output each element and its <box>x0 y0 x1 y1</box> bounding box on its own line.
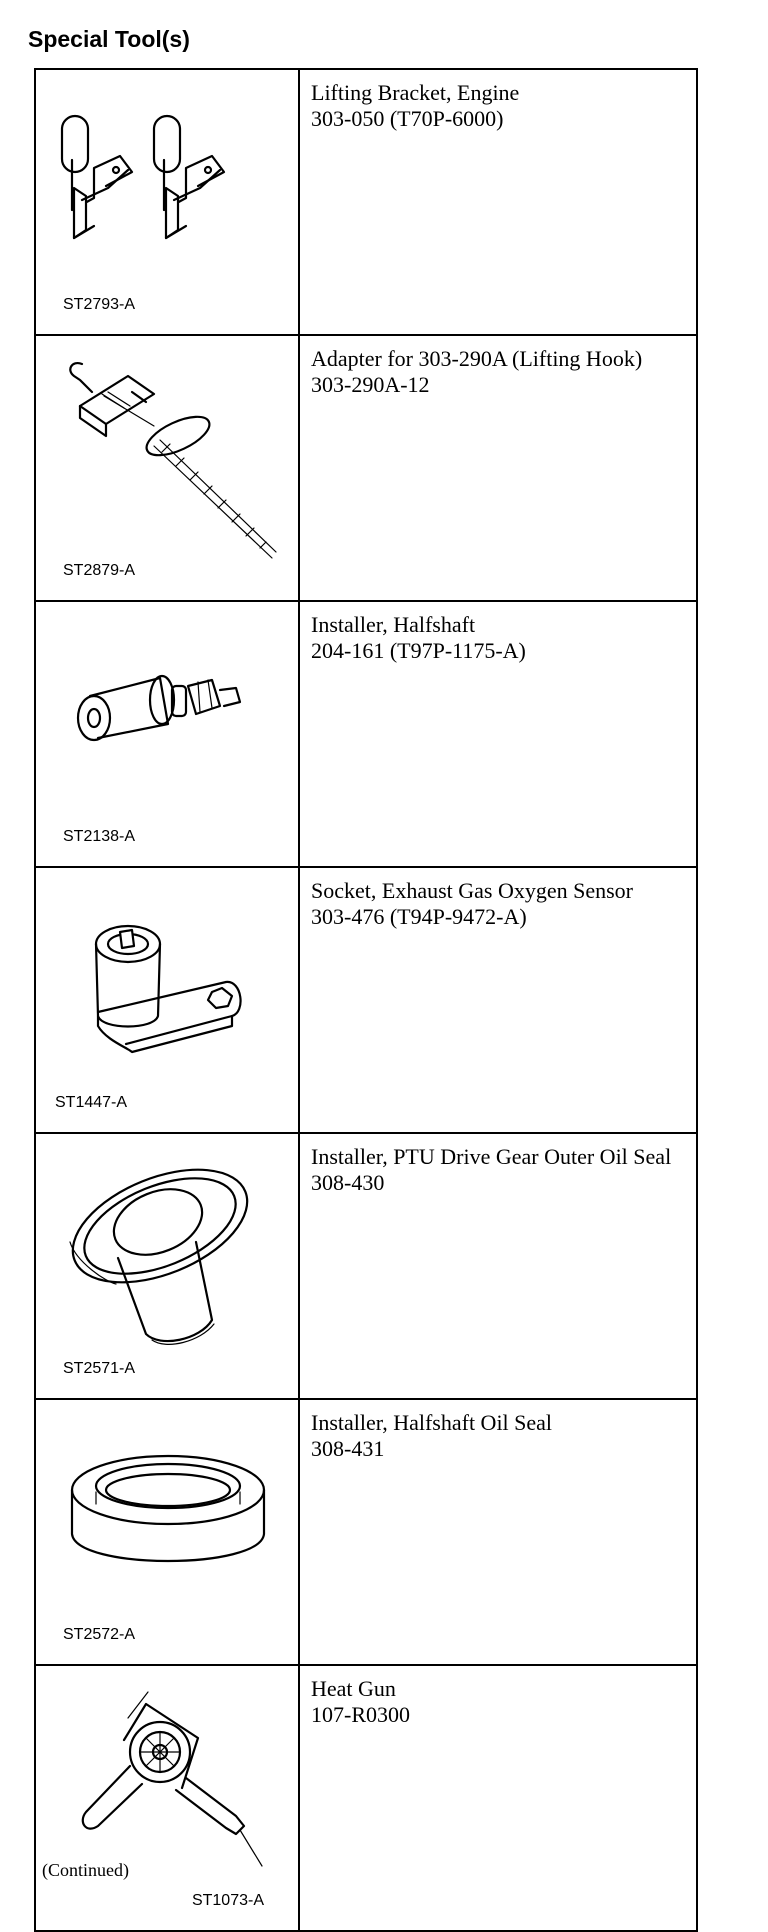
tool-name: Socket, Exhaust Gas Oxygen Sensor <box>311 878 634 903</box>
tool-number: 308-430 <box>311 1170 385 1195</box>
tool-illustration-cell <box>35 1133 299 1399</box>
tool-description-cell <box>299 335 697 601</box>
table-row <box>35 1133 697 1399</box>
tool-name: Lifting Bracket, Engine <box>311 80 520 105</box>
illustration-code: ST1447-A <box>55 1094 128 1111</box>
ptu-seal-installer-icon <box>36 1134 298 1388</box>
tool-name: Installer, PTU Drive Gear Outer Oil Seal <box>311 1144 672 1169</box>
tool-description-cell <box>299 1399 697 1665</box>
tool-illustration-cell <box>35 1665 299 1931</box>
tool-number: 107-R0300 <box>311 1702 410 1727</box>
illustration-code: ST2879-A <box>63 562 136 579</box>
tool-name: Heat Gun <box>311 1676 396 1701</box>
page-heading: Special Tool(s) <box>28 26 190 52</box>
table-row <box>35 69 697 335</box>
tool-illustration-cell <box>35 867 299 1133</box>
tool-number: 303-476 (T94P-9472-A) <box>311 904 527 929</box>
tool-illustration-cell <box>35 335 299 601</box>
illustration-code: ST2571-A <box>63 1360 136 1377</box>
tool-name: Installer, Halfshaft <box>311 612 476 637</box>
heat-gun-icon <box>36 1666 298 1920</box>
tool-illustration-cell <box>35 601 299 867</box>
table-row <box>35 601 697 867</box>
lifting-hook-adapter-icon <box>36 336 298 590</box>
illustration-code: ST2793-A <box>63 296 136 313</box>
tool-description-cell <box>299 867 697 1133</box>
tool-number: 308-431 <box>311 1436 385 1461</box>
illustration-code: ST1073-A <box>191 1892 264 1909</box>
tool-illustration-cell <box>35 1399 299 1665</box>
oxygen-sensor-socket-icon <box>36 868 298 1122</box>
table-row <box>35 335 697 601</box>
table-row <box>35 1665 697 1931</box>
continued-note: (Continued) <box>42 1860 129 1880</box>
tool-number: 204-161 (T97P-1175-A) <box>311 638 526 663</box>
tool-name: Adapter for 303-290A (Lifting Hook) <box>311 346 643 371</box>
illustration-code: ST2138-A <box>63 828 136 845</box>
lifting-bracket-icon <box>36 70 298 324</box>
halfshaft-seal-installer-icon <box>36 1400 298 1654</box>
tool-number: 303-290A-12 <box>311 372 430 397</box>
tool-illustration-cell <box>35 69 299 335</box>
tool-description-cell <box>299 69 697 335</box>
tool-description-cell <box>299 601 697 867</box>
special-tools-table <box>34 68 698 1932</box>
tool-description-cell <box>299 1665 697 1931</box>
table-row <box>35 1399 697 1665</box>
tool-description-cell <box>299 1133 697 1399</box>
tool-name: Installer, Halfshaft Oil Seal <box>311 1410 553 1435</box>
illustration-code: ST2572-A <box>63 1626 136 1643</box>
table-row <box>35 867 697 1133</box>
halfshaft-installer-icon <box>36 602 298 856</box>
tool-number: 303-050 (T70P-6000) <box>311 106 504 131</box>
